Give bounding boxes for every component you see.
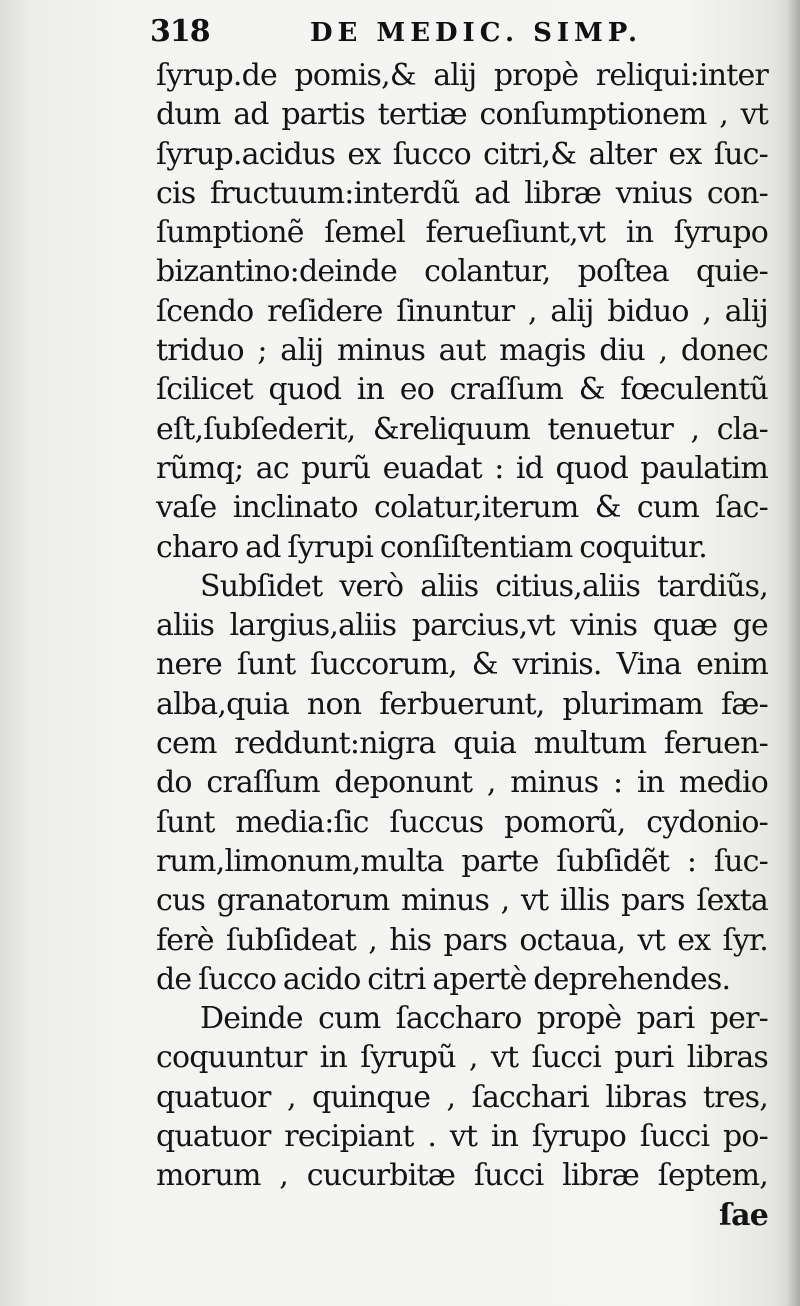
text-line: cis fructuum:interdũ ad libræ vnius con- (156, 175, 768, 211)
text-line: vaſe inclinato colatur,iterum & cum ſac- (156, 490, 768, 526)
text-line: ſunt media:ſic ſuccus pomorũ, cydonio- (156, 804, 768, 840)
text-line: rũmq; ac purũ euadat : id quod paulatim (156, 450, 768, 486)
text-line: bizantino:deinde colantur, poſtea quie- (156, 254, 768, 290)
text-line: triduo ; alij minus aut magis diu , donec (156, 333, 768, 369)
text-line: morum , cucurbitæ ſucci libræ ſeptem, (156, 1158, 768, 1194)
text-line: quatuor recipiant . vt in ſyrupo ſucci po- (156, 1119, 768, 1155)
text-line: alba,quia non ferbuerunt, plurimam fæ- (156, 686, 768, 722)
paragraph-start-line: Deinde cum ſaccharo propè pari per- (200, 1001, 768, 1037)
running-head: DE MEDIC. SIMP. (310, 18, 643, 48)
text-line: ſcendo reſidere ſinuntur , alij biduo , alij (156, 293, 768, 329)
text-line: rum,limonum,multa parte ſubſidẽt : ſuc- (156, 843, 768, 879)
page-number: 318 (150, 14, 210, 49)
paragraph-end-line: charo ad ſyrupi conſiſtentiam coquitur. (156, 529, 708, 565)
catchword: ſae (718, 1197, 768, 1233)
text-block (156, 56, 768, 1235)
text-line: nere ſunt ſuccorum, & vrinis. Vina enim (156, 647, 768, 683)
text-line: coquuntur in ſyrupũ , vt ſucci puri libras (156, 1040, 768, 1076)
text-line: ſumptionẽ ſemel ferueſiunt,vt in ſyrupo (156, 215, 768, 251)
text-line: do craſſum deponunt , minus : in medio (156, 765, 768, 801)
text-line: dum ad partis tertiæ conſumptionem , vt (156, 97, 768, 133)
gutter-shadow (786, 0, 800, 1306)
text-line: ſyrup.acidus ex ſucco citri,& alter ex ſuc- (156, 136, 768, 172)
text-line: aliis largius,aliis parcius,vt vinis quæ ge (156, 608, 768, 644)
paragraph-start-line: Subſidet verò aliis citius,aliis tardiũs, (200, 568, 768, 604)
text-line: cem reddunt:nigra quia multum feruen- (156, 726, 768, 762)
text-line: ſcilicet quod in eo craſſum & fœculentũ (156, 372, 768, 408)
text-line: cus granatorum minus , vt illis pars ſexta (156, 883, 768, 919)
text-line: ſyrup.de pomis,& alij propè reliqui:inter (156, 58, 768, 93)
paragraph-end-line: de ſucco acido citri apertè deprehendes. (156, 961, 731, 997)
text-line: ferè ſubſideat , his pars octaua, vt ex ſyr. (156, 922, 768, 958)
text-line: eſt,ſubſederit, &reliquum tenuetur , cla- (156, 411, 768, 447)
text-line: quatuor , quinque , ſacchari libras tres, (156, 1079, 768, 1115)
page-header (150, 14, 750, 54)
